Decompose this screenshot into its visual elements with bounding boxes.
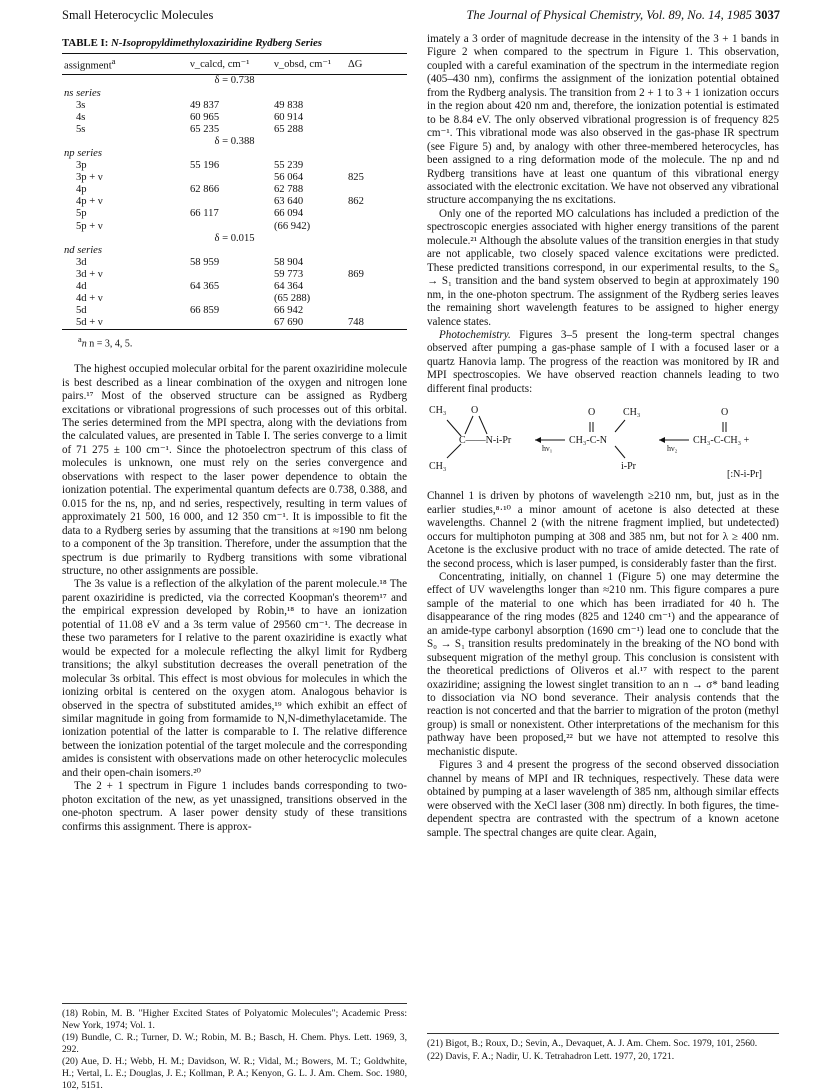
obsd-cell: 60 914 <box>274 111 304 123</box>
quantum-defect: δ = 0.738 <box>214 75 255 87</box>
quantum-defect-row <box>62 75 407 88</box>
series-row <box>62 245 407 257</box>
body-paragraph: The 3s value is a reflection of the alkylation of the parent molecule.¹⁸ The parent oxaziridine is predicted, via the corrected Koopman's theorem¹⁷ and the empirical expression developed by Robin,¹⁸ to have an ionization potential of 11.08 eV and a 3s term value of 29560 cm⁻¹. The decrease in these two parameters for I relative to the parent oxaziridine is exactly what would be expected for a molecule reflecting the alkyl limit for Rydberg transitions; the alkyl substitution decreases the overall penetration of the molecular 3s orbital. This effect is most obvious for molecules in which the ionizing orbital is centered on the oxygen atom. Analogous behavior is observed in the spectra of substituted amides,¹⁹ which exhibit an effect of similar magnitude in going from formamide to N,N-dimethylacetamide. The ionization potential of the latter is comparable to I. The relative difference between the ionization potential of the target molecule and the corresponding amides is consistent with observations made on other heterocyclic molecules and their open-chain isomers.²⁰ <box>62 578 407 779</box>
scheme-ring-n: C——N-i-Pr <box>459 435 512 447</box>
assignment-cell: 3d <box>76 256 87 268</box>
calcd-cell: 49 837 <box>190 99 220 111</box>
quantum-defect-row <box>62 136 407 148</box>
reference: (19) Bundle, C. R.; Turner, D. W.; Robin, M. B.; Basch, H. Chem. Phys. Lett. 1969, 3, 292. <box>62 1032 407 1055</box>
left-column <box>62 33 407 1091</box>
table-row <box>62 208 407 220</box>
right-references <box>427 1033 779 1063</box>
calcd-cell: 55 196 <box>190 160 220 172</box>
calcd-cell: 66 859 <box>190 305 220 317</box>
calcd-cell: 62 866 <box>190 184 220 196</box>
calcd-cell <box>188 293 272 305</box>
table-row <box>62 221 407 233</box>
assignment-cell: 5d <box>76 305 87 317</box>
table-row <box>62 184 407 196</box>
scheme-ch3-bottom: CH₃ <box>429 461 447 473</box>
table-row <box>62 172 407 184</box>
assignment-cell: 3s <box>76 99 86 111</box>
assignment-cell: 4s <box>76 111 86 123</box>
scheme-arrow2-label: hν₂ <box>667 444 678 454</box>
deltag-cell <box>346 100 407 112</box>
calcd-cell: 66 117 <box>190 208 219 220</box>
assignment-cell: 5p <box>76 208 87 220</box>
scheme-product2: CH₃-C-CH₃ + <box>693 435 750 447</box>
obsd-cell: 64 364 <box>274 281 304 293</box>
deltag-cell <box>346 124 407 136</box>
assignment-cell: 4d + ν <box>76 293 103 305</box>
calcd-cell <box>188 317 272 330</box>
section-title: Small Heterocyclic Molecules <box>62 8 214 22</box>
series-row <box>62 148 407 160</box>
body-paragraph: imately a 3 order of magnitude decrease in the intensity of the 3 + 1 bands in Figure 2 when compared to the spectrum in Figure 1. This observation, coupled with a careful examination of the spectrum in the intermediate region (405–430 nm), confirms the assignment of the ionization potential obtained from the Rydberg analysis. The transition from 2 + 1 to 3 + 1 ionization occurs in the region about 420 nm and, therefore, the ionization potential is estimated to be 8.84 eV. The only observed vibrational progression is of frequency 825 cm⁻¹. This vibrational mode was also observed in the gas-phase IR spectrum (see Figure 5) and, by analogy with other three-membered heterocycles, has been assigned to a ring deformation mode of the molecule. The np and nd Rydberg transitions have at least one quantum of this vibrational energy associated with the electronic excitation. We have not observed any vibrational structure accompanying the ns excitations. <box>427 33 779 207</box>
scheme-oxygen: O <box>471 405 479 417</box>
scheme-product1-ch3: CH₃ <box>623 407 641 419</box>
assignment-cell: 3p + ν <box>76 172 103 184</box>
assignment-cell: 3d + ν <box>76 268 103 280</box>
obsd-cell: 65 288 <box>274 123 304 135</box>
table-row <box>62 269 407 281</box>
left-body-text <box>62 363 407 834</box>
obsd-cell: 62 788 <box>274 184 304 196</box>
deltag-cell <box>346 184 407 196</box>
deltag-cell: 869 <box>348 268 364 280</box>
assignment-cell: 4d <box>76 281 87 293</box>
calcd-cell: 65 235 <box>190 123 220 135</box>
reference: (21) Bigot, B.; Roux, D.; Sevin, A., Devaquet, A. J. Am. Chem. Soc. 1979, 101, 2560. <box>427 1038 758 1049</box>
scheme-product1-ipr: i-Pr <box>621 461 636 473</box>
table-title: N-Isopropyldimethyloxaziridine Rydberg Series <box>111 37 322 49</box>
photochemistry-heading: Photochemistry. <box>439 328 511 341</box>
rydberg-table <box>62 53 407 330</box>
table-row <box>62 293 407 305</box>
scheme-arrow1-label: hν₁ <box>542 444 553 454</box>
obsd-cell: (66 942) <box>274 220 311 232</box>
scheme-ch3-top: CH₃ <box>429 405 447 417</box>
table-label: TABLE I: <box>62 37 109 49</box>
body-paragraph: Figures 3 and 4 present the progress of the second observed dissociation channel by means of MPI and IR techniques, respectively. These data were obtained by pumping at a laser wavelength of 385 nm, although similar effects were observed with the XeCl laser (308 nm) directly. In both figures, the time-dependent spectra are contrasted with the spectrum of a known acetone sample. The spectral changes are quite clear. Again, <box>427 759 779 839</box>
col-header-obsd: ν_obsd, cm⁻¹ <box>272 54 346 75</box>
obsd-cell: 59 773 <box>274 268 304 280</box>
calcd-cell: 64 365 <box>190 281 220 293</box>
deltag-cell <box>346 160 407 172</box>
table-caption <box>62 37 407 50</box>
obsd-cell: 55 239 <box>274 160 304 172</box>
body-paragraph: The 2 + 1 spectrum in Figure 1 includes bands corresponding to two-photon excitation of the new, as yet unassigned, transitions observed in the one-photon spectrum. A laser power density study of these transitions confirms this assignment. There is approx- <box>62 780 407 833</box>
assignment-cell: 4p <box>76 184 87 196</box>
assignment-cell: 5p + ν <box>76 220 103 232</box>
quantum-defect: δ = 0.015 <box>214 232 255 244</box>
reaction-scheme <box>427 402 779 486</box>
col-header-calcd: ν_calcd, cm⁻¹ <box>188 54 272 75</box>
deltag-cell <box>346 208 407 220</box>
body-paragraph: Only one of the reported MO calculations has included a prediction of the spectroscopic energies associated with higher energy transitions of the parent molecule.²¹ Although the absolute values of the transition energies in that study are not applicable, two closely spaced valence excitations were predicted. These predicted transitions correspond, in our experimental results, to the S₀ → S₁ transition and the band system observed to begin at approximately 190 nm, in the one-photon spectrum. The assignment of the Rydberg series leaves the remaining short wavelength features to be assigned to higher energy valence states. <box>427 207 779 328</box>
deltag-cell: 862 <box>348 196 364 208</box>
body-paragraph: The highest occupied molecular orbital for the parent oxaziridine molecule is best described as a linear combination of the oxygen and nitrogen lone pairs.¹⁷ Most of the observed structure can be assigned as Rydberg excitations or vibrational progressions of such processes out of this orbital. The series determined from the MPI spectra, along with the deviations from the calculated values, are presented in Table I. The series converge to a limit of 71 275 ± 100 cm⁻¹. Since the photoelectron spectrum of this class of molecules is unknown, one must rely on the series convergence and observations with respect to the laser power dependence to obtain the ionization potential. The experimental quantum defects are 0.738, 0.388, and 0.015 for the ns, np, and nd series, respectively, resulting in term values of approximately 21 500, 16 000, and 12 350 cm⁻¹. It is impossible to fit the data to a Rydberg series by assuming that the transitions at ≈190 nm belong to a component of the 3p transition. Therefore, under the assumption that the spectrum is due primarily to Rydberg transitions with some vibrational structure, no other assignments are possible. <box>62 363 407 577</box>
table-body <box>62 75 407 330</box>
journal-citation <box>466 8 780 23</box>
deltag-cell <box>346 293 407 305</box>
quantum-defect-row <box>62 233 407 245</box>
table-row <box>62 305 407 317</box>
scheme-nitrene: [:N-i-Pr] <box>727 469 762 481</box>
deltag-cell <box>346 112 407 124</box>
obsd-cell: 66 942 <box>274 305 304 317</box>
page-number: 3037 <box>755 8 780 22</box>
assignment-cell: 4p + ν <box>76 196 103 208</box>
col-header-assignment: assignment$^a$ <box>62 54 188 75</box>
journal-name: The Journal of Physical Chemistry, Vol. 89, No. 14, 1985 <box>466 8 752 22</box>
obsd-cell: 63 640 <box>274 196 304 208</box>
reference: (20) Aue, D. H.; Webb, H. M.; Davidson, W. R.; Vidal, M.; Bowers, M. T.; Goldwhite, H.; Vertal, L. E.; Douglas, J. E.; Kollman, P. A.; Kenyon, G. L. J. Am. Chem. Soc. 1980, 102, 5151. <box>62 1056 407 1091</box>
body-paragraph: Concentrating, initially, on channel 1 (Figure 5) one may determine the effect of UV wavelengths longer than ≈210 nm. This figure compares a pure sample of the material to one which has been irradiated for 40 h. The disappearance of the ring modes (825 and 1240 cm⁻¹) and the appearance of an amide-type carbonyl absorption (1690 cm⁻¹) lead one to conclude that the S₀ → S₁ transition results predominately in the breaking of the NO bond with subsequent migration of the methyl group. This conclusion is consistent with the theoretical predictions of Oliveros et al.¹⁷ with respect to the parent oxaziridine; assigning the lowest singlet transition to an n → σ* band leading to dissociation via NO bond severance. Their analysis contends that the reaction is not concerted and that the barrier to migration of the proton (methyl group) is small or nonexistent. Other interpretations of the mechanism for this pathway have been proposed,²² but we have not attempted to resolve this mechanistic dispute. <box>427 570 779 758</box>
scheme-product2-o: O <box>721 407 729 419</box>
reference: (22) Davis, F. A.; Nadir, U. K. Tetrahadron Lett. 1977, 20, 1721. <box>427 1050 675 1062</box>
calcd-cell <box>188 221 272 233</box>
photochemistry-paragraph <box>427 329 779 396</box>
series-name: nd series <box>64 244 102 256</box>
quantum-defect: δ = 0.388 <box>214 135 255 147</box>
running-header <box>62 8 780 28</box>
table-row <box>62 317 407 330</box>
right-body-text-top <box>427 33 779 329</box>
series-row <box>62 88 407 100</box>
table-row <box>62 257 407 269</box>
deltag-cell <box>346 305 407 317</box>
deltag-cell <box>346 257 407 269</box>
calcd-cell <box>188 269 272 281</box>
table-row <box>62 112 407 124</box>
assignment-cell: 5d + ν <box>62 317 188 330</box>
table-row <box>62 100 407 112</box>
scheme-product1: CH₃-C-N <box>569 435 607 447</box>
series-name: ns series <box>64 87 101 99</box>
deltag-cell <box>346 221 407 233</box>
reference: (18) Robin, M. B. "Higher Excited States of Polyatomic Molecules"; Academic Press: New York, 1974; Vol. 1. <box>62 1008 407 1031</box>
scheme-product1-o: O <box>588 407 596 419</box>
obsd-cell: (65 288) <box>274 293 311 305</box>
body-paragraph: Channel 1 is driven by photons of wavelength ≥210 nm, but, just as in the earlier studies,⁸·¹⁰ a minor amount of acetone is also detected at these wavelengths. Channel 2 (with the nitrene fragment implied, but undetected) occurs for multiphoton pumping at 308 and 385 nm, but not for λ ≥ 400 nm. Acetone is the exclusive product with no trace of amide detected. The rate of the second process, which is laser pumped, is considerably faster than the first. <box>427 490 779 570</box>
series-name: np series <box>64 148 102 159</box>
obsd-cell: 49 838 <box>274 99 304 111</box>
table-row <box>62 196 407 208</box>
obsd-cell: 67 690 <box>272 317 346 330</box>
deltag-cell: 748 <box>346 317 407 330</box>
table-row <box>62 124 407 136</box>
calcd-cell <box>188 172 272 184</box>
deltag-cell <box>346 281 407 293</box>
assignment-cell: 5s <box>76 123 86 135</box>
table-row <box>62 281 407 293</box>
obsd-cell: 66 094 <box>274 208 304 220</box>
calcd-cell <box>188 196 272 208</box>
left-references <box>62 1003 407 1092</box>
col-header-deltag: ΔG <box>346 54 407 75</box>
table-row <box>62 160 407 172</box>
obsd-cell: 58 904 <box>274 256 304 268</box>
table-footnote: $^a$n n = 3, 4, 5. <box>78 335 133 350</box>
right-column <box>427 33 779 1062</box>
deltag-cell: 825 <box>348 172 364 184</box>
calcd-cell: 58 959 <box>190 256 220 268</box>
photochemistry-text: Figures 3–5 present the long-term spectral changes observed after pumping a gas-phase sample of I with a focused laser or a quartz Hanovia lamp. The progress of the reaction was monitored by IR and MPI spectroscopies. We have observed reaction channels leading to two different final products: <box>427 328 779 395</box>
assignment-cell: 3p <box>76 160 87 172</box>
table-header-row <box>62 54 407 75</box>
right-body-text-bottom <box>427 490 779 840</box>
calcd-cell: 60 965 <box>190 111 220 123</box>
obsd-cell: 56 064 <box>274 172 304 184</box>
